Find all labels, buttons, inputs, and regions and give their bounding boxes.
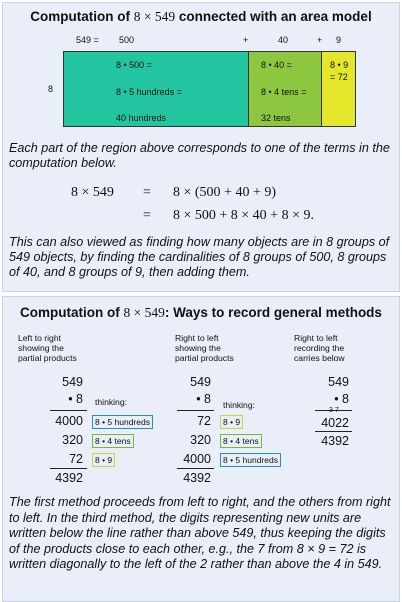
region-500 (63, 51, 250, 127)
col3-carries: 3 7 (329, 407, 339, 414)
col1-box1: 8 • 5 hundreds (92, 415, 153, 429)
col3-head-line1: Right to left (294, 333, 338, 343)
col2-heading (175, 333, 234, 363)
region-40-line2: 8 • 4 tens = (261, 87, 307, 97)
col2-thinking: thinking: (223, 400, 256, 410)
col1-head-line1: Left to right (18, 333, 61, 343)
title-prefix: Computation of (30, 9, 134, 24)
col1-r2: 320 (62, 433, 83, 447)
col1-head-line3: partial products (18, 353, 77, 363)
region-500-line3: 40 hundreds (116, 113, 167, 123)
col2-n1: 549 (190, 375, 211, 389)
label-plus1: + (243, 35, 249, 45)
col2-head-line1: Right to left (175, 333, 219, 343)
col2-rule1 (177, 410, 214, 411)
region-40-line1: 8 • 40 = (261, 60, 292, 70)
label-40: 40 (278, 35, 289, 45)
region-9-line1: 8 • 9 (330, 60, 349, 70)
panel1-title (3, 9, 399, 25)
region-9-line2: = 72 (330, 72, 348, 82)
col2-box1: 8 • 9 (220, 415, 243, 429)
eq-rhs2: 8 × 500 + 8 × 40 + 8 × 9. (173, 208, 314, 223)
col1-n2: • 8 (68, 392, 83, 406)
col2-rule2 (177, 468, 214, 469)
col2-r1: 72 (197, 414, 211, 428)
col2-box3: 8 • 5 hundreds (220, 453, 281, 467)
col2-head-line2: showing the (175, 343, 221, 353)
col1-head-line2: showing the (18, 343, 64, 353)
eq-sign1: = (143, 185, 151, 200)
col1-box2: 8 • 4 tens (92, 434, 134, 448)
title2-math: 8 × 549 (123, 305, 165, 320)
region-40 (248, 51, 323, 127)
region-9 (321, 51, 356, 127)
col2-total: 4392 (183, 471, 211, 485)
col1-n1: 549 (62, 375, 83, 389)
para-methods: The first method proceeds from left to right, and the others from right to left. In the third method, the digits representing new units are written below the line rather than above 549, thus keeping the digits of the products close to each other, e.g., the 7 from 8 × 9 = 72 is written diagonally to the left of the 2 rather than above the 4 in 549. (9, 495, 391, 571)
eq-rhs1: 8 × (500 + 40 + 9) (173, 185, 277, 200)
region-500-line2: 8 • 5 hundreds = (116, 87, 182, 97)
title2-suffix: : Ways to record general methods (164, 305, 382, 320)
label-549: 549 = (76, 35, 99, 45)
label-8: 8 (48, 84, 54, 94)
col3-rule2 (315, 431, 352, 432)
col1-r3: 72 (69, 452, 83, 466)
col1-box3: 8 • 9 (92, 453, 115, 467)
title-math: 8 × 549 (133, 9, 176, 24)
col1-thinking: thinking: (95, 397, 128, 407)
col3-total: 4392 (321, 434, 349, 448)
label-9: 9 (336, 35, 342, 45)
col1-total: 4392 (55, 471, 83, 485)
col3-n2: • 8 (334, 392, 349, 406)
title2-prefix: Computation of (20, 305, 124, 320)
col3-n1: 549 (328, 375, 349, 389)
col2-box2: 8 • 4 tens (220, 434, 262, 448)
col1-rule1 (50, 410, 87, 411)
col1-r1: 4000 (55, 414, 83, 428)
col2-r3: 4000 (183, 452, 211, 466)
col2-r2: 320 (190, 433, 211, 447)
col1-rule2 (50, 468, 87, 469)
col2-n2: • 8 (196, 392, 211, 406)
col2-head-line3: partial products (175, 353, 234, 363)
methods-panel (2, 296, 400, 602)
para-regions: Each part of the region above corresponds to one of the terms in the computation below. (9, 141, 390, 170)
title-suffix: connected with an area model (175, 9, 372, 24)
col3-heading (294, 333, 345, 363)
col3-head-line3: carries below (294, 353, 345, 363)
eq-sign2: = (143, 208, 151, 223)
col3-r1: 4022 (321, 416, 349, 430)
region-500-line1: 8 • 500 = (116, 60, 152, 70)
label-500: 500 (119, 35, 135, 45)
label-plus2: + (317, 35, 323, 45)
area-model-panel (2, 2, 400, 292)
col3-head-line2: recording the (294, 343, 345, 353)
panel2-title (3, 305, 399, 321)
eq-lhs: 8 × 549 (71, 185, 114, 200)
col1-heading (18, 333, 77, 363)
para-groups: This can also viewed as finding how many objects are in 8 groups of 549 objects, by finding the cardinalities of 8 groups of 500, 8 groups of 40, and 8 groups of 9, then adding them. (9, 235, 390, 279)
region-40-line3: 32 tens (261, 113, 291, 123)
